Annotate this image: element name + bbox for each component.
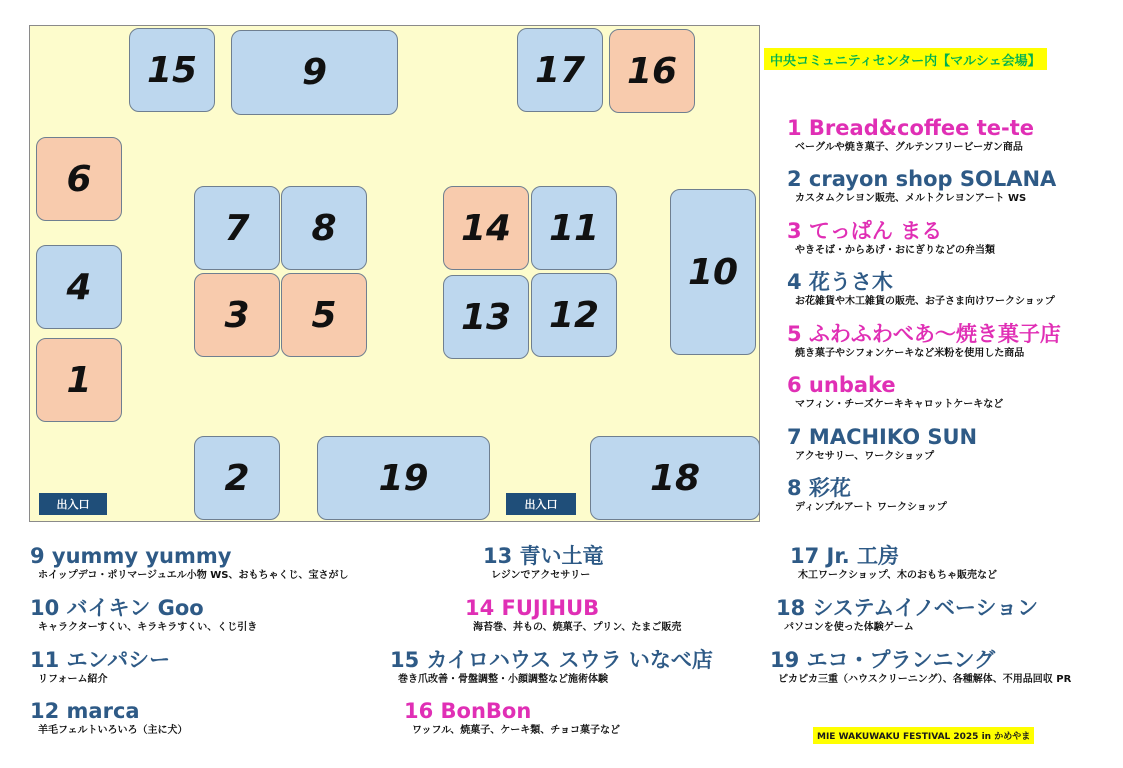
vendor-name: 3 てっぱん まる <box>787 219 943 243</box>
vendor-desc: 焼き菓子やシフォンケーキなど米粉を使用した商品 <box>795 348 1025 359</box>
vendor-name: 2 crayon shop SOLANA <box>787 167 1057 191</box>
vendor-desc: 木工ワークショップ、木のおもちゃ販売など <box>798 570 997 581</box>
vendor-15 <box>390 647 713 687</box>
vendor-name: 17 Jr. 工房 <box>790 544 899 568</box>
booth-8[interactable]: 8 <box>281 186 367 270</box>
vendor-16 <box>404 698 620 738</box>
booth-9[interactable]: 9 <box>231 30 398 115</box>
vendor-desc: ワッフル、焼菓子、ケーキ類、チョコ菓子など <box>412 725 620 736</box>
vendor-desc: やきそば・からあげ・おにぎりなどの弁当類 <box>795 245 995 256</box>
booth-13[interactable]: 13 <box>443 275 529 359</box>
venue-label: 中央コミュニティセンター内【マルシェ会場】 <box>764 48 1047 70</box>
vendor-7 <box>787 424 977 464</box>
booth-3[interactable]: 3 <box>194 273 280 357</box>
vendor-name: 4 花うさ木 <box>787 270 893 294</box>
vendor-10 <box>30 595 257 635</box>
vendor-name: 11 エンパシー <box>30 648 171 672</box>
booth-10[interactable]: 10 <box>670 189 756 355</box>
booth-7[interactable]: 7 <box>194 186 280 270</box>
vendor-name: 13 青い土竜 <box>483 544 604 568</box>
vendor-name: 7 MACHIKO SUN <box>787 425 978 449</box>
vendor-1 <box>787 115 1034 155</box>
vendor-11 <box>30 647 170 687</box>
vendor-name: 15 カイロハウス スウラ いなべ店 <box>390 648 713 672</box>
booth-17[interactable]: 17 <box>517 28 603 112</box>
vendor-name: 10 バイキン Goo <box>30 596 204 620</box>
vendor-9 <box>30 543 349 583</box>
vendor-name: 14 FUJIHUB <box>465 596 600 620</box>
booth-2[interactable]: 2 <box>194 436 280 520</box>
exit-right: 出入口 <box>506 493 576 515</box>
vendor-desc: マフィン・チーズケーキキャロットケーキなど <box>795 399 1004 410</box>
vendor-desc: ホイップデコ・ポリマージュエル小物 WS、おもちゃくじ、宝さがし <box>38 570 349 581</box>
vendor-13 <box>483 543 604 583</box>
vendor-desc: 羊毛フェルトいろいろ（主に犬） <box>38 725 188 736</box>
vendor-name: 12 marca <box>30 699 140 723</box>
vendor-12 <box>30 698 188 738</box>
booth-19[interactable]: 19 <box>317 436 490 520</box>
booth-18[interactable]: 18 <box>590 436 760 520</box>
vendor-desc: レジンでアクセサリー <box>491 570 591 581</box>
booth-5[interactable]: 5 <box>281 273 367 357</box>
booth-15[interactable]: 15 <box>129 28 215 112</box>
vendor-2 <box>787 166 1056 206</box>
vendor-desc: パソコンを使った体験ゲーム <box>784 622 914 633</box>
booth-16[interactable]: 16 <box>609 29 695 113</box>
vendor-6 <box>787 372 1003 412</box>
vendor-name: 16 BonBon <box>404 699 532 723</box>
vendor-desc: リフォーム紹介 <box>38 674 108 685</box>
vendor-17 <box>790 543 997 583</box>
vendor-5 <box>787 321 1061 361</box>
booth-6[interactable]: 6 <box>36 137 122 221</box>
booth-14[interactable]: 14 <box>443 186 529 270</box>
vendor-desc: 巻き爪改善・骨盤調整・小顔調整など施術体験 <box>398 674 608 685</box>
vendor-desc: お花雑貨や木工雑貨の販売、お子さま向けワークショップ <box>795 296 1055 307</box>
vendor-18 <box>776 595 1038 635</box>
exit-left: 出入口 <box>39 493 107 515</box>
booth-11[interactable]: 11 <box>531 186 617 270</box>
vendor-name: 8 彩花 <box>787 476 851 500</box>
vendor-name: 5 ふわふわべあ〜焼き菓子店 <box>787 322 1061 346</box>
vendor-desc: アクセサリー、ワークショップ <box>795 451 935 462</box>
vendor-4 <box>787 269 1055 309</box>
vendor-desc: ピカピカ三重（ハウスクリーニング）、各種解体、不用品回収 PR <box>778 674 1072 685</box>
vendor-name: 9 yummy yummy <box>30 544 232 568</box>
booth-4[interactable]: 4 <box>36 245 122 329</box>
vendor-name: 1 Bread&coffee te-te <box>787 116 1035 140</box>
festival-label: MIE WAKUWAKU FESTIVAL 2025 in かめやま <box>813 727 1034 744</box>
vendor-name: 19 エコ・プランニング <box>770 648 996 672</box>
booth-12[interactable]: 12 <box>531 273 617 357</box>
vendor-desc: ディンプルアート ワークショップ <box>795 502 947 513</box>
vendor-desc: ベーグルや焼き菓子、グルテンフリービーガン商品 <box>795 142 1023 153</box>
vendor-8 <box>787 475 947 515</box>
vendor-desc: 海苔巻、丼もの、焼菓子、プリン、たまご販売 <box>473 622 682 633</box>
vendor-19 <box>770 647 1071 687</box>
vendor-14 <box>465 595 681 635</box>
vendor-name: 18 システムイノベーション <box>776 596 1039 620</box>
vendor-desc: キャラクターすくい、キラキラすくい、くじ引き <box>38 622 258 633</box>
booth-1[interactable]: 1 <box>36 338 122 422</box>
vendor-3 <box>787 218 995 258</box>
vendor-desc: カスタムクレヨン販売、メルトクレヨンアート WS <box>795 193 1027 204</box>
vendor-name: 6 unbake <box>787 373 896 397</box>
